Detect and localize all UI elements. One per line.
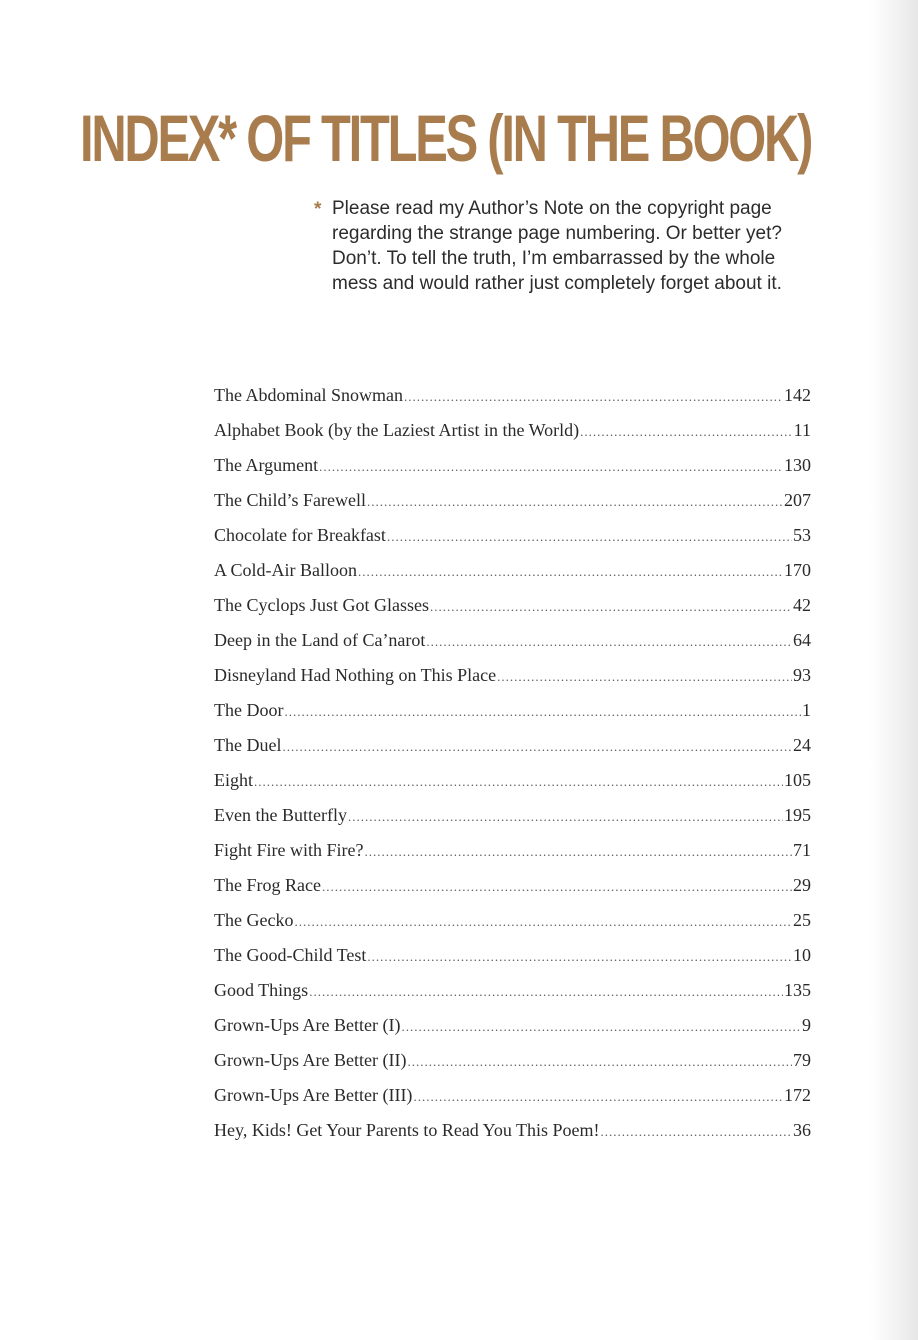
index-entry-title: Good Things bbox=[214, 980, 309, 1000]
index-entry bbox=[214, 1047, 811, 1082]
index-entry-page-number: 172 bbox=[784, 1085, 811, 1105]
index-entry bbox=[214, 627, 811, 662]
dot-leader bbox=[367, 489, 783, 515]
dot-leader bbox=[254, 769, 783, 795]
index-entry bbox=[214, 1012, 811, 1047]
page-title: INDEX* OF TITLES (IN THE BOOK) bbox=[80, 101, 812, 175]
index-entry-page-number: 207 bbox=[784, 490, 811, 510]
index-entry bbox=[214, 592, 811, 627]
index-entry-title: Fight Fire with Fire? bbox=[214, 840, 364, 860]
index-entry-title: Deep in the Land of Ca’narot bbox=[214, 630, 426, 650]
dot-leader bbox=[284, 699, 801, 725]
index-entry-page-number: 53 bbox=[793, 525, 811, 545]
index-entry bbox=[214, 697, 811, 732]
index-entry-title: The Door bbox=[214, 700, 284, 720]
dot-leader bbox=[367, 944, 792, 970]
authors-note bbox=[314, 196, 784, 296]
index-entry-title: Alphabet Book (by the Laziest Artist in the World) bbox=[214, 420, 580, 440]
index-entry-page-number: 105 bbox=[784, 770, 811, 790]
index-entry bbox=[214, 662, 811, 697]
index-entry bbox=[214, 837, 811, 872]
dot-leader bbox=[358, 559, 783, 585]
index-entry-page-number: 25 bbox=[793, 910, 811, 930]
index-entry-title: The Duel bbox=[214, 735, 282, 755]
index-entry-page-number: 170 bbox=[784, 560, 811, 580]
dot-leader bbox=[497, 664, 792, 690]
index-entry-title: The Abdominal Snowman bbox=[214, 385, 403, 405]
asterisk-icon: * bbox=[314, 199, 322, 220]
index-entry bbox=[214, 487, 811, 522]
index-entry bbox=[214, 802, 811, 837]
index-entry bbox=[214, 767, 811, 802]
dot-leader bbox=[426, 629, 792, 655]
index-entry bbox=[214, 872, 811, 907]
index-entry-title: The Frog Race bbox=[214, 875, 321, 895]
index-entry-title: The Good-Child Test bbox=[214, 945, 367, 965]
dot-leader bbox=[294, 909, 792, 935]
index-entry-page-number: 9 bbox=[802, 1015, 811, 1035]
dot-leader bbox=[413, 1084, 783, 1110]
index-entry-title: The Child’s Farewell bbox=[214, 490, 366, 510]
index-entry bbox=[214, 557, 811, 592]
dot-leader bbox=[404, 384, 783, 410]
index-entry bbox=[214, 942, 811, 977]
index-entry bbox=[214, 522, 811, 557]
index-entry bbox=[214, 1082, 811, 1117]
index-entry bbox=[214, 452, 811, 487]
title-index-list bbox=[214, 382, 811, 1152]
index-entry-title: Hey, Kids! Get Your Parents to Read You This Poem! bbox=[214, 1120, 600, 1140]
index-entry-title: Chocolate for Breakfast bbox=[214, 525, 386, 545]
index-entry bbox=[214, 1117, 811, 1152]
dot-leader bbox=[282, 734, 792, 760]
index-entry bbox=[214, 417, 811, 452]
index-entry-page-number: 1 bbox=[802, 700, 811, 720]
dot-leader bbox=[322, 874, 792, 900]
index-entry bbox=[214, 907, 811, 942]
index-entry-page-number: 135 bbox=[784, 980, 811, 1000]
dot-leader bbox=[401, 1014, 801, 1040]
dot-leader bbox=[309, 979, 783, 1005]
index-entry bbox=[214, 732, 811, 767]
index-entry-title: The Gecko bbox=[214, 910, 294, 930]
index-entry-page-number: 36 bbox=[793, 1120, 811, 1140]
dot-leader bbox=[348, 804, 783, 830]
index-entry-title: A Cold-Air Balloon bbox=[214, 560, 357, 580]
dot-leader bbox=[407, 1049, 792, 1075]
dot-leader bbox=[430, 594, 792, 620]
index-entry-page-number: 42 bbox=[793, 595, 811, 615]
index-entry-page-number: 11 bbox=[793, 420, 811, 440]
dot-leader bbox=[601, 1119, 792, 1145]
dot-leader bbox=[319, 454, 783, 480]
index-entry-page-number: 29 bbox=[793, 875, 811, 895]
index-entry-page-number: 195 bbox=[784, 805, 811, 825]
index-entry-page-number: 142 bbox=[784, 385, 811, 405]
index-entry-page-number: 64 bbox=[793, 630, 811, 650]
index-entry-page-number: 24 bbox=[793, 735, 811, 755]
index-entry-page-number: 130 bbox=[784, 455, 811, 475]
dot-leader bbox=[387, 524, 792, 550]
index-entry-page-number: 10 bbox=[793, 945, 811, 965]
index-entry-title: The Cyclops Just Got Glasses bbox=[214, 595, 429, 615]
index-entry-page-number: 79 bbox=[793, 1050, 811, 1070]
authors-note-text: Please read my Author’s Note on the copyright page regarding the strange page numbering. Or better yet? Don’t. To tell the truth, I’m embarrassed by the whole mess and would rather just completely forget about it. bbox=[332, 198, 782, 294]
index-entry-page-number: 93 bbox=[793, 665, 811, 685]
index-entry-title: Disneyland Had Nothing on This Place bbox=[214, 665, 497, 685]
dot-leader bbox=[365, 839, 793, 865]
index-entry-title: Grown-Ups Are Better (III) bbox=[214, 1085, 413, 1105]
index-entry-title: Grown-Ups Are Better (I) bbox=[214, 1015, 401, 1035]
index-entry bbox=[214, 977, 811, 1012]
index-entry-page-number: 71 bbox=[793, 840, 811, 860]
index-entry-title: Grown-Ups Are Better (II) bbox=[214, 1050, 407, 1070]
index-entry-title: Even the Butterfly bbox=[214, 805, 347, 825]
index-entry-title: The Argument bbox=[214, 455, 319, 475]
dot-leader bbox=[580, 419, 793, 445]
index-entry-title: Eight bbox=[214, 770, 253, 790]
index-entry bbox=[214, 382, 811, 417]
